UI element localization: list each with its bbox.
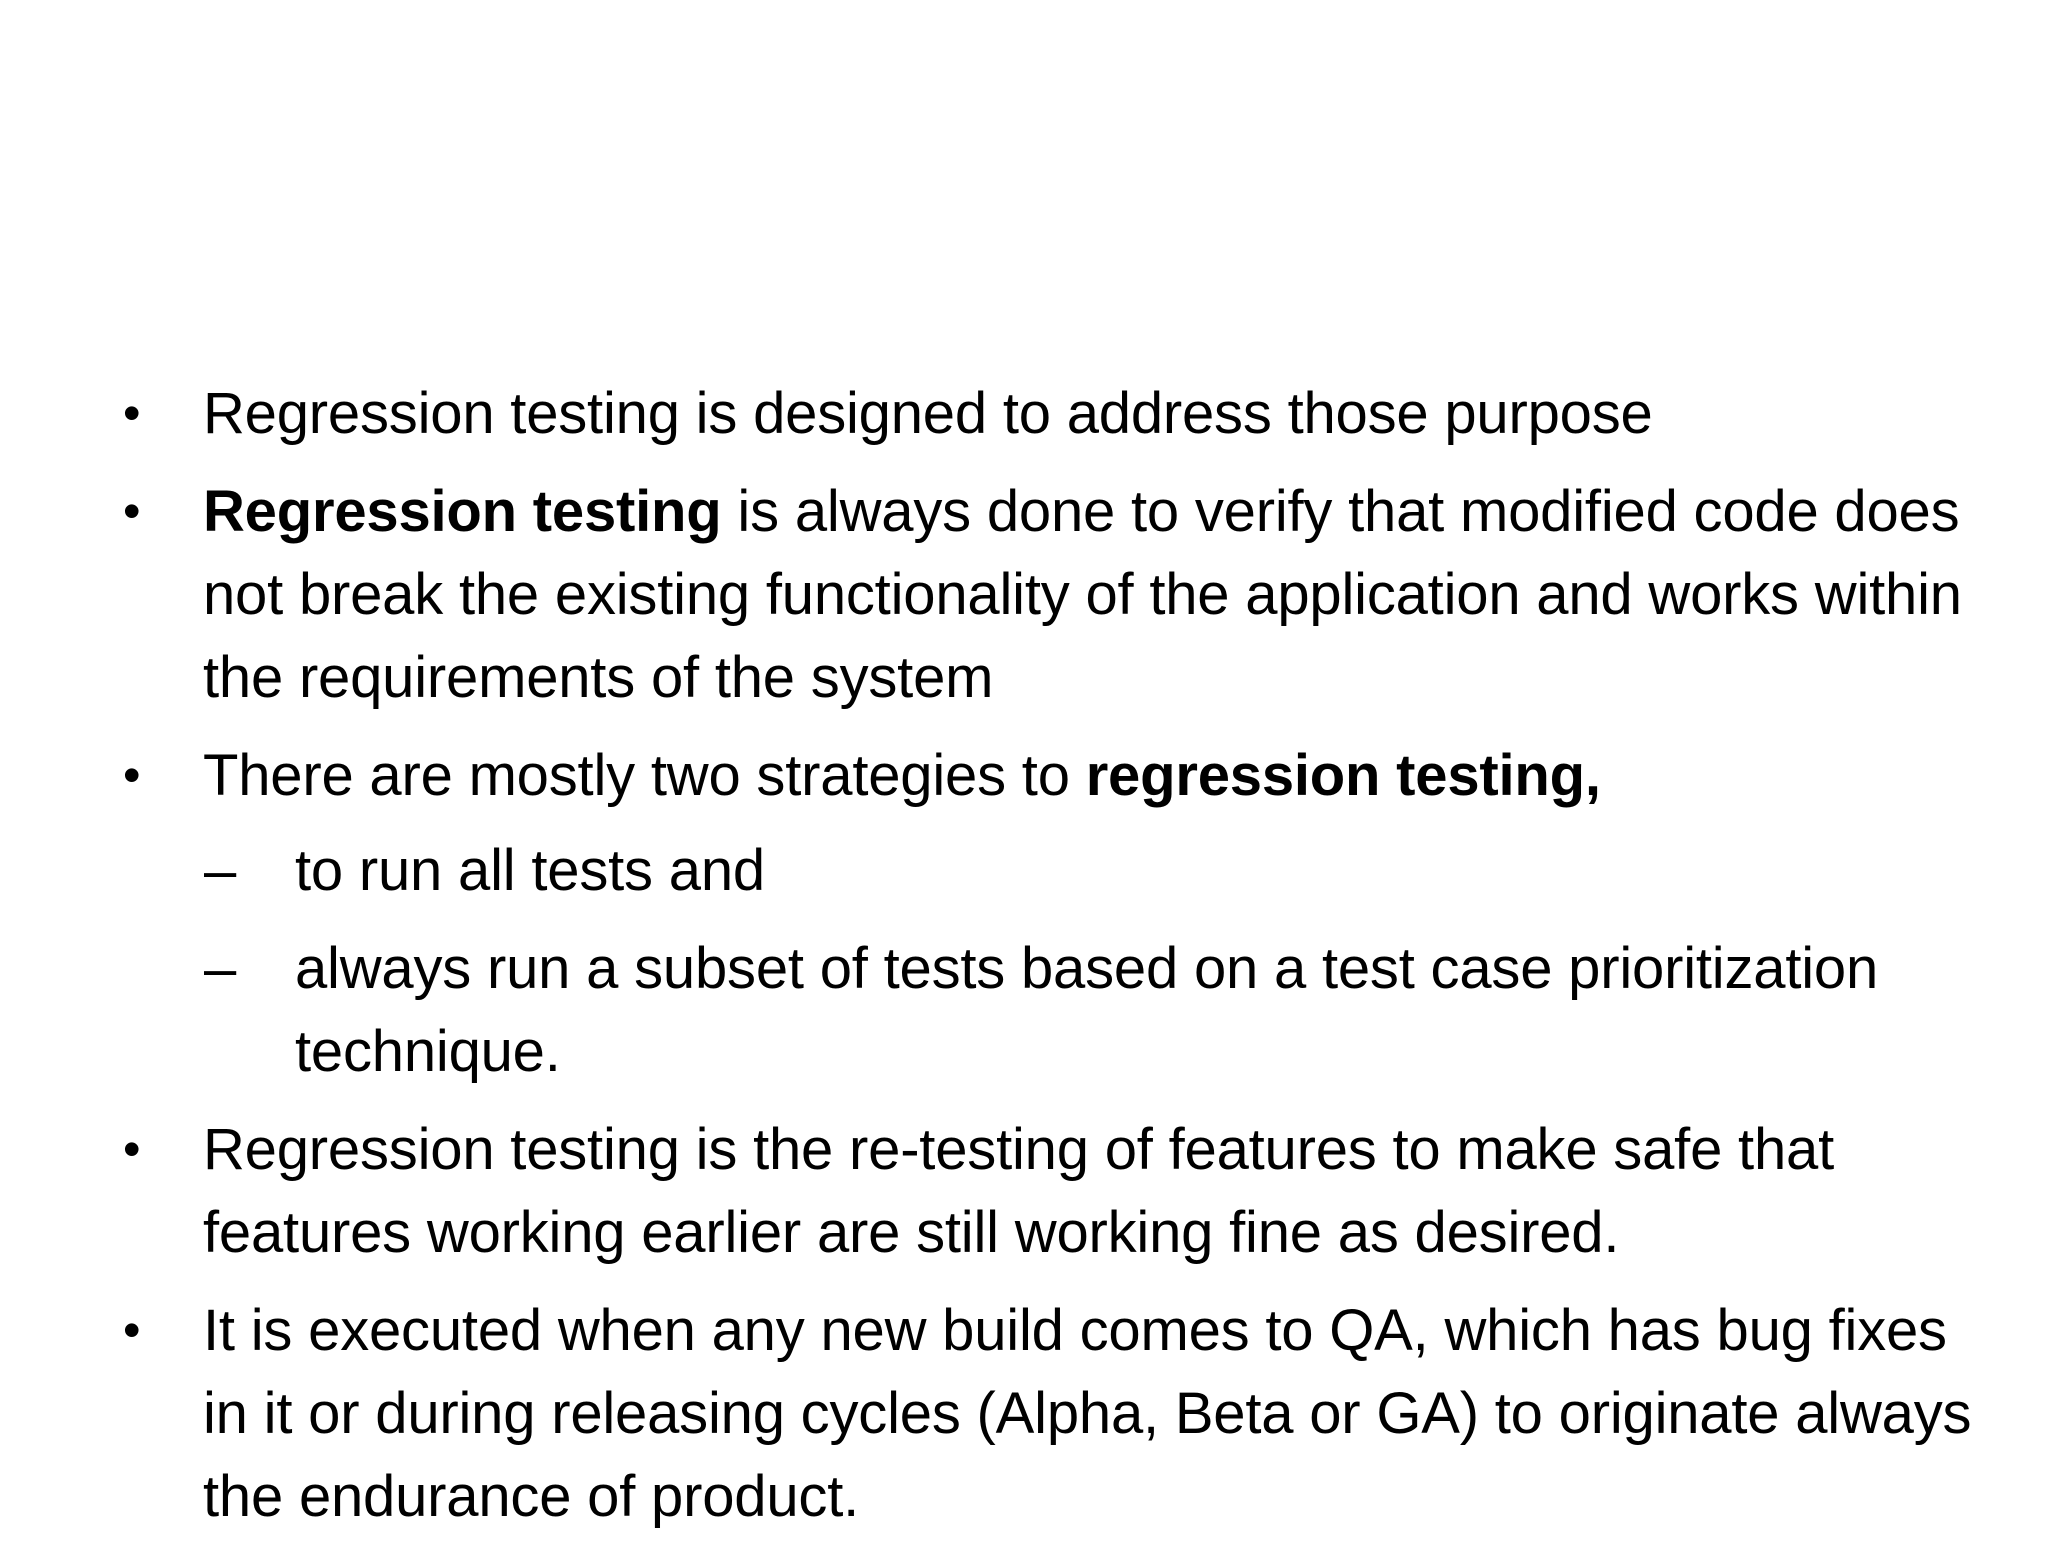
bullet-text: There are mostly two strategies to bbox=[203, 743, 1086, 808]
sub-bullet-item-1 bbox=[204, 829, 1995, 912]
bullet-marker: • bbox=[123, 1121, 141, 1177]
bullet-text: Regression testing is the re-testing of features to make safe that features working earlier are still working fine as desired. bbox=[203, 1117, 1834, 1265]
bullet-bold-text: regression testing, bbox=[1085, 743, 1601, 808]
bullet-marker: • bbox=[123, 747, 141, 803]
dash-marker: – bbox=[204, 936, 237, 1001]
bullet-item-4 bbox=[115, 1108, 1995, 1274]
bullet-marker: • bbox=[123, 483, 141, 539]
bullet-list bbox=[115, 372, 1995, 1553]
dash-marker: – bbox=[204, 838, 237, 903]
bullet-text: is always done to verify that modified code does not break the existing functionality of the application and works within the requirements of the system bbox=[203, 479, 1962, 710]
bullet-marker: • bbox=[123, 385, 141, 441]
bullet-item-5 bbox=[115, 1289, 1995, 1538]
bullet-marker: • bbox=[123, 1302, 141, 1358]
sub-bullet-item-2 bbox=[204, 927, 1995, 1093]
bullet-item-3 bbox=[115, 734, 1995, 1093]
sub-bullet-text: always run a subset of tests based on a test case prioritization technique. bbox=[295, 936, 1879, 1084]
bullet-item-1 bbox=[115, 372, 1995, 455]
bullet-text: It is executed when any new build comes to QA, which has bug fixes in it or during releasing cycles (Alpha, Beta or GA) to originate always the endurance of product. bbox=[203, 1298, 1972, 1529]
sub-bullet-list bbox=[203, 829, 1995, 1093]
bullet-text: Regression testing is designed to address those purpose bbox=[203, 381, 1653, 446]
bullet-item-2 bbox=[115, 470, 1995, 719]
bullet-bold-text: Regression testing bbox=[203, 479, 722, 544]
sub-bullet-text: to run all tests and bbox=[295, 838, 765, 903]
